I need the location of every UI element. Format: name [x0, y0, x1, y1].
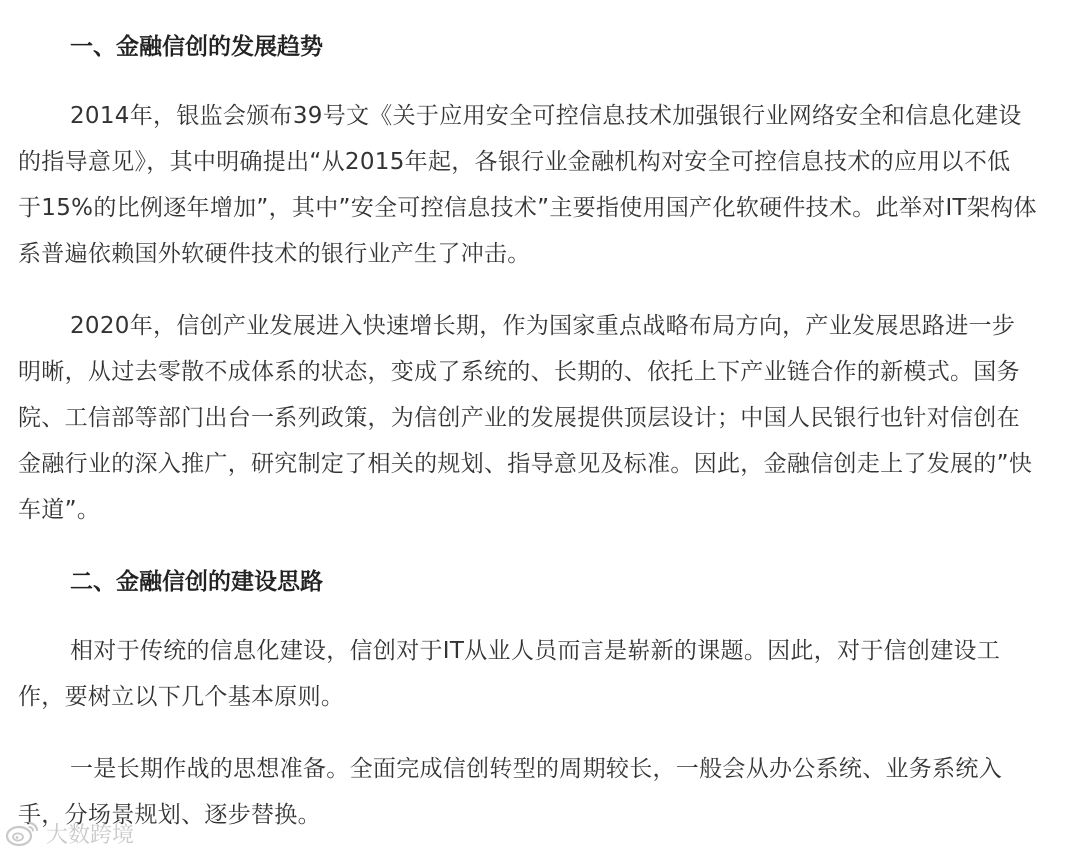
section-heading-construction-approach: 二、金融信创的建设思路	[70, 569, 323, 595]
watermark	[4, 816, 134, 850]
paragraph-2014-policy	[18, 93, 1064, 277]
watermark-text: 大数跨境	[46, 821, 135, 847]
weibo-logo-icon	[4, 818, 42, 848]
paragraph-line: 手，分场景规划、逐步替换。	[18, 802, 321, 828]
paragraph-line: 系普遍依赖国外软硬件技术的银行业产生了冲击。	[18, 241, 531, 267]
paragraph-2020-growth	[18, 303, 1064, 533]
paragraph-line: 金融行业的深入推广，研究制定了相关的规划、指导意见及标准。因此，金融信创走上了发展的”快	[18, 451, 1033, 477]
paragraph-line: 作，要树立以下几个基本原则。	[18, 684, 345, 710]
paragraph-line: 车道”。	[18, 497, 101, 523]
paragraph-line: 2014年，银监会颁布39号文《关于应用安全可控信息技术加强银行业网络安全和信息化建设	[70, 103, 1022, 129]
paragraph-line: 于15%的比例逐年增加”，其中”安全可控信息技术”主要指使用国产化软硬件技术。此举对IT架构体	[18, 195, 1037, 221]
paragraph-line: 相对于传统的信息化建设，信创对于IT从业人员而言是崭新的课题。因此，对于信创建设工	[70, 638, 1001, 664]
paragraph-line: 院、工信部等部门出台一系列政策，为信创产业的发展提供顶层设计；中国人民银行也针对信创在	[18, 405, 1020, 431]
paragraph-principles-intro	[18, 628, 1064, 720]
paragraph-line: 明晰，从过去零散不成体系的状态，变成了系统的、长期的、依托上下产业链合作的新模式。国务	[18, 359, 1020, 385]
paragraph-long-term-preparation	[18, 746, 1064, 838]
paragraph-line: 的指导意见》，其中明确提出“从2015年起，各银行业金融机构对安全可控信息技术的应用以不低	[18, 149, 1011, 175]
paragraph-line: 一是长期作战的思想准备。全面完成信创转型的周期较长，一般会从办公系统、业务系统入	[70, 756, 1002, 782]
paragraph-line: 2020年，信创产业发展进入快速增长期，作为国家重点战略布局方向，产业发展思路进一步	[70, 313, 1016, 339]
section-heading-development-trend: 一、金融信创的发展趋势	[70, 34, 323, 60]
